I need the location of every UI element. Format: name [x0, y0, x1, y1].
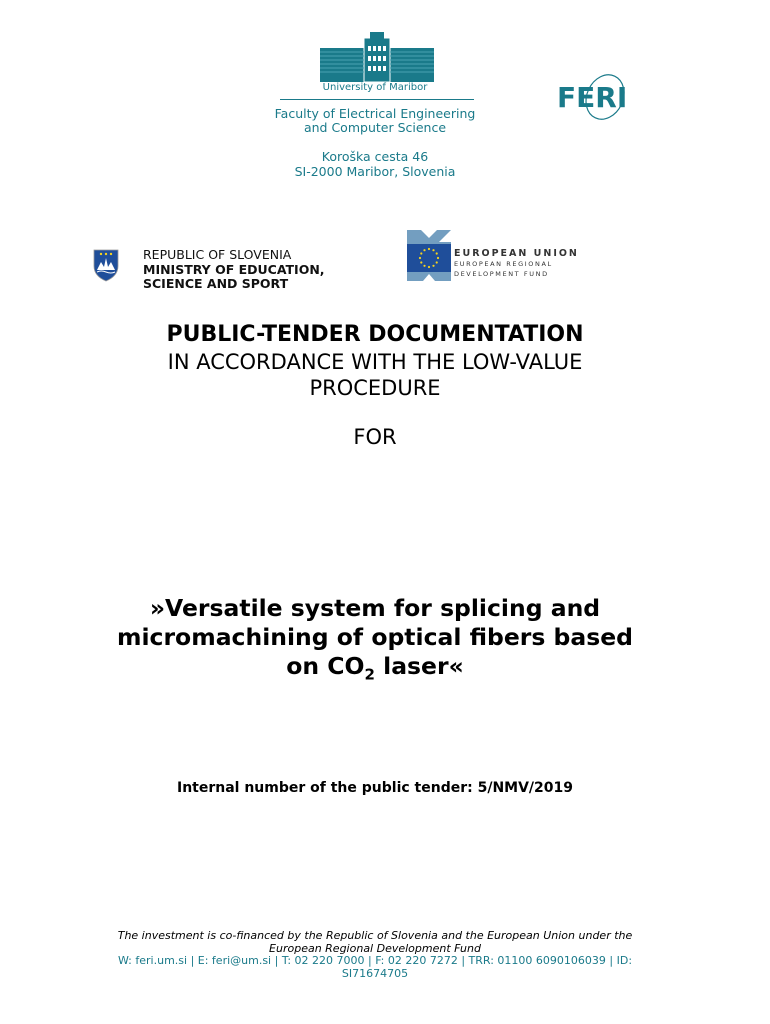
project-line-2: micromachining of optical fibers based [117, 623, 633, 651]
university-name: University of Maribor [322, 82, 428, 93]
faculty-line-2: and Computer Science [303, 120, 447, 135]
project-line-3-sub: 2 [364, 665, 375, 684]
ministry-line-1: REPUBLIC OF SLOVENIA [143, 247, 292, 262]
project-line-3-pre: on CO [286, 652, 365, 680]
ministry-line-3: SCIENCE AND SPORT [143, 276, 289, 291]
subtitle-line-1: IN ACCORDANCE WITH THE LOW-VALUE [167, 350, 583, 374]
slovenia-coat-of-arms-icon [91, 248, 121, 282]
ministry-name [143, 248, 325, 292]
header-divider [280, 99, 474, 100]
ministry-line-2: MINISTRY OF EDUCATION, [143, 261, 325, 277]
project-line-3-post: laser« [374, 652, 464, 680]
note-line-1: The investment is co-financed by the Republic of Slovenia and the European Union under the [117, 929, 633, 942]
eu-line-1: EUROPEAN UNION [454, 248, 579, 259]
document-subtitle [100, 349, 650, 401]
financing-note [60, 929, 690, 955]
eu-fund-label [454, 249, 579, 279]
project-line-3 [60, 652, 690, 690]
project-line-1: »Versatile system for splicing and [149, 594, 601, 622]
address-line-2: SI-2000 Maribor, Slovenia [294, 164, 456, 179]
note-line-2: European Regional Development Fund [269, 942, 481, 955]
contact-line-2: SI71674705 [341, 967, 409, 980]
contact-line-1: W: feri.um.si | E: feri@um.si | T: 02 220 7000 | F: 02 220 7272 | TRR: 01100 6090106039 | ID: [117, 954, 633, 967]
feri-logo-text: FERI [557, 81, 628, 114]
project-title [60, 594, 690, 690]
subtitle-line-2: PROCEDURE [309, 376, 441, 400]
eu-line-2: EUROPEAN REGIONAL [454, 260, 553, 268]
address-line-1: Koroška cesta 46 [321, 149, 429, 164]
document-title: PUBLIC-TENDER DOCUMENTATION [166, 322, 584, 347]
contact-info [60, 954, 690, 980]
eu-line-3: DEVELOPMENT FUND [454, 270, 549, 278]
faculty-line-1: Faculty of Electrical Engineering [274, 106, 476, 121]
faculty-address [240, 149, 510, 179]
feri-logo [555, 72, 657, 122]
tender-number: Internal number of the public tender: 5/NMV/2019 [176, 780, 574, 796]
faculty-name [240, 107, 510, 135]
for-label: FOR [353, 425, 397, 449]
